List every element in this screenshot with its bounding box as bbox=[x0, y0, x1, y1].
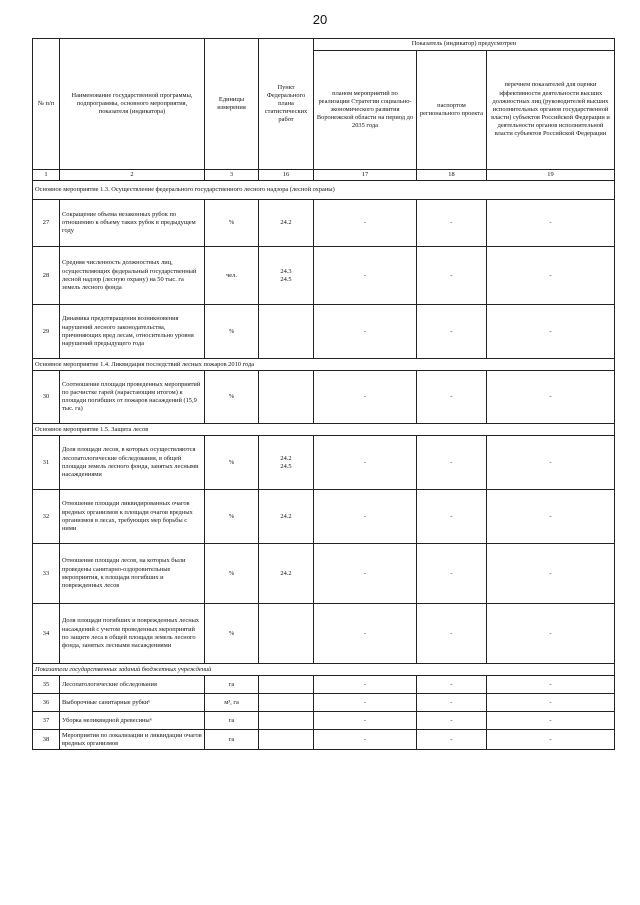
table-row bbox=[33, 712, 615, 730]
row-efficiency-list: - bbox=[487, 305, 615, 359]
section-title: Основное мероприятие 1.4. Ликвидация последствий лесных пожаров 2010 года bbox=[33, 359, 615, 371]
col-number: 19 bbox=[487, 170, 615, 181]
row-strategy: - bbox=[314, 436, 417, 490]
col-number: 2 bbox=[60, 170, 205, 181]
section-row bbox=[33, 359, 615, 371]
row-strategy: - bbox=[314, 676, 417, 694]
row-unit: чел. bbox=[205, 247, 259, 305]
table-row bbox=[33, 200, 615, 247]
row-strategy: - bbox=[314, 200, 417, 247]
row-passport: - bbox=[417, 544, 487, 604]
table-row bbox=[33, 305, 615, 359]
row-number: 38 bbox=[33, 730, 60, 750]
row-plan-item: 24.2 bbox=[259, 490, 314, 544]
row-number: 30 bbox=[33, 371, 60, 424]
row-strategy: - bbox=[314, 604, 417, 664]
row-name: Лесопатологические обследования bbox=[60, 676, 205, 694]
table-row bbox=[33, 676, 615, 694]
row-plan-item bbox=[259, 305, 314, 359]
row-unit: га bbox=[205, 676, 259, 694]
row-number: 36 bbox=[33, 694, 60, 712]
row-name: Отношение площади ликвидированных очагов вредных организмов к площади очагов вредных организмов в лесах, требующих мер борьбы с ними bbox=[60, 490, 205, 544]
section-row bbox=[33, 181, 615, 200]
row-efficiency-list: - bbox=[487, 604, 615, 664]
row-unit: % bbox=[205, 544, 259, 604]
plan-item-2: 24.5 bbox=[280, 462, 292, 470]
row-plan-item bbox=[259, 676, 314, 694]
row-name: Доля площади погибших и поврежденных лесных насаждений с учетом проведенных мероприятий по защите леса в общей площади земель лесного фонда, занятых лесными насаждениями bbox=[60, 604, 205, 664]
row-efficiency-list: - bbox=[487, 247, 615, 305]
header-row-1 bbox=[33, 39, 615, 51]
section-title: Показатели государственных заданий бюджетных учреждений bbox=[33, 664, 615, 676]
row-passport: - bbox=[417, 676, 487, 694]
row-unit: га bbox=[205, 712, 259, 730]
table-row bbox=[33, 544, 615, 604]
row-unit: % bbox=[205, 305, 259, 359]
row-name: Соотношение площади проведенных мероприятий по расчистке гарей (нарастающим итогом) к площади погибших от пожаров насаждений (15,9 тыс. га) bbox=[60, 371, 205, 424]
header-plan-item: Пункт Федерального плана статистических работ bbox=[259, 39, 314, 170]
table-row bbox=[33, 490, 615, 544]
header-provided: Показатель (индикатор) предусмотрен bbox=[314, 39, 615, 51]
row-plan-item bbox=[259, 604, 314, 664]
plan-item-1: 24.2 bbox=[280, 454, 292, 462]
row-plan-item bbox=[259, 247, 314, 305]
row-name: Сокращение объема незаконных рубок по отношению к объему таких рубок в предыдущем году bbox=[60, 200, 205, 247]
row-number: 28 bbox=[33, 247, 60, 305]
row-passport: - bbox=[417, 371, 487, 424]
table-row bbox=[33, 604, 615, 664]
row-efficiency-list: - bbox=[487, 730, 615, 750]
row-efficiency-list: - bbox=[487, 676, 615, 694]
row-strategy: - bbox=[314, 694, 417, 712]
row-name: Отношение площади лесов, на которых были проведены санитарно-оздоровительные мероприятия, к площади погибших и поврежденных лесов bbox=[60, 544, 205, 604]
row-number: 29 bbox=[33, 305, 60, 359]
row-efficiency-list: - bbox=[487, 371, 615, 424]
header-efficiency-list: перечнем показателей для оценки эффективности деятельности высших должностных лиц (руководителей высших исполнительных органов государственной власти) субъектов Российской Федерации и деятельности органов исполнительной власти субъектов Российской Федерации bbox=[487, 51, 615, 170]
section-row bbox=[33, 664, 615, 676]
row-efficiency-list: - bbox=[487, 200, 615, 247]
table-row bbox=[33, 371, 615, 424]
row-plan-item bbox=[259, 712, 314, 730]
row-unit: % bbox=[205, 200, 259, 247]
row-number: 34 bbox=[33, 604, 60, 664]
section-row bbox=[33, 424, 615, 436]
table-row bbox=[33, 436, 615, 490]
row-name: Средняя численность должностных лиц, осуществляющих федеральный государственный лесной надзор (лесную охрану) на 50 тыс. га земель лесного фонда bbox=[60, 247, 205, 305]
row-passport: - bbox=[417, 305, 487, 359]
row-passport: - bbox=[417, 200, 487, 247]
row-number: 31 bbox=[33, 436, 60, 490]
row-efficiency-list: - bbox=[487, 436, 615, 490]
table-row bbox=[33, 730, 615, 750]
row-name: Мероприятия по локализации и ликвидации очагов вредных организмов bbox=[60, 730, 205, 750]
row-plan-item bbox=[259, 371, 314, 424]
row-name: Выборочные санитарные рубки⁶ bbox=[60, 694, 205, 712]
row-passport: - bbox=[417, 490, 487, 544]
header-name: Наименование государственной программы, подпрограммы, основного мероприятия, показателя (индикатора) bbox=[60, 39, 205, 170]
col-number: 17 bbox=[314, 170, 417, 181]
row-efficiency-list: - bbox=[487, 544, 615, 604]
row-unit: % bbox=[205, 371, 259, 424]
row-unit: % bbox=[205, 604, 259, 664]
row-name: Динамика предотвращения возникновения нарушений лесного законодательства, причиняющих вред лесам, относительно уровня нарушений предыдущего года bbox=[60, 305, 205, 359]
table-row bbox=[33, 694, 615, 712]
row-strategy: - bbox=[314, 247, 417, 305]
header-unit: Единицы измерения bbox=[205, 39, 259, 170]
page-number: 20 bbox=[312, 12, 328, 27]
row-strategy: - bbox=[314, 544, 417, 604]
row-plan-item: 24.2 bbox=[259, 544, 314, 604]
row-strategy: - bbox=[314, 305, 417, 359]
col-number: 3 bbox=[205, 170, 259, 181]
col-number: 16 bbox=[259, 170, 314, 181]
row-passport: - bbox=[417, 730, 487, 750]
section-title: Основное мероприятие 1.3. Осуществление федерального государственного лесного надзора (лесной охраны) bbox=[33, 181, 615, 200]
header-passport: паспортом регионального проекта bbox=[417, 51, 487, 170]
row-plan-item bbox=[259, 694, 314, 712]
row-unit: га bbox=[205, 730, 259, 750]
col-number: 18 bbox=[417, 170, 487, 181]
indicators-table bbox=[32, 38, 615, 750]
table-row bbox=[33, 247, 615, 305]
plan-item-2: 24.5 bbox=[280, 275, 292, 283]
row-strategy: - bbox=[314, 712, 417, 730]
row-number: 35 bbox=[33, 676, 60, 694]
row-efficiency-list: - bbox=[487, 490, 615, 544]
row-plan-item bbox=[259, 436, 314, 490]
header-strategy: планом мероприятий по реализации Стратегии социально-экономического развития Воронежской области на период до 2035 года bbox=[314, 51, 417, 170]
row-unit: м³, га bbox=[205, 694, 259, 712]
row-strategy: - bbox=[314, 371, 417, 424]
row-plan-item: 24.2 bbox=[259, 200, 314, 247]
row-number: 33 bbox=[33, 544, 60, 604]
row-plan-item bbox=[259, 730, 314, 750]
row-efficiency-list: - bbox=[487, 694, 615, 712]
row-unit: % bbox=[205, 436, 259, 490]
row-number: 32 bbox=[33, 490, 60, 544]
row-number: 37 bbox=[33, 712, 60, 730]
row-efficiency-list: - bbox=[487, 712, 615, 730]
row-passport: - bbox=[417, 712, 487, 730]
row-number: 27 bbox=[33, 200, 60, 247]
section-title: Основное мероприятие 1.5. Защита лесов bbox=[33, 424, 615, 436]
header-num: № п/п bbox=[33, 39, 60, 170]
row-name: Доля площади лесов, в которых осуществляются лесопатологические обследования, в общей площади земель лесного фонда, занятых лесными насаждениями bbox=[60, 436, 205, 490]
plan-item-1: 24.3 bbox=[280, 267, 292, 275]
row-passport: - bbox=[417, 694, 487, 712]
col-number: 1 bbox=[33, 170, 60, 181]
row-unit: % bbox=[205, 490, 259, 544]
row-strategy: - bbox=[314, 490, 417, 544]
row-strategy: - bbox=[314, 730, 417, 750]
row-passport: - bbox=[417, 604, 487, 664]
row-name: Уборка неликвидной древесины⁶ bbox=[60, 712, 205, 730]
column-numbers-row bbox=[33, 170, 615, 181]
row-passport: - bbox=[417, 436, 487, 490]
row-passport: - bbox=[417, 247, 487, 305]
